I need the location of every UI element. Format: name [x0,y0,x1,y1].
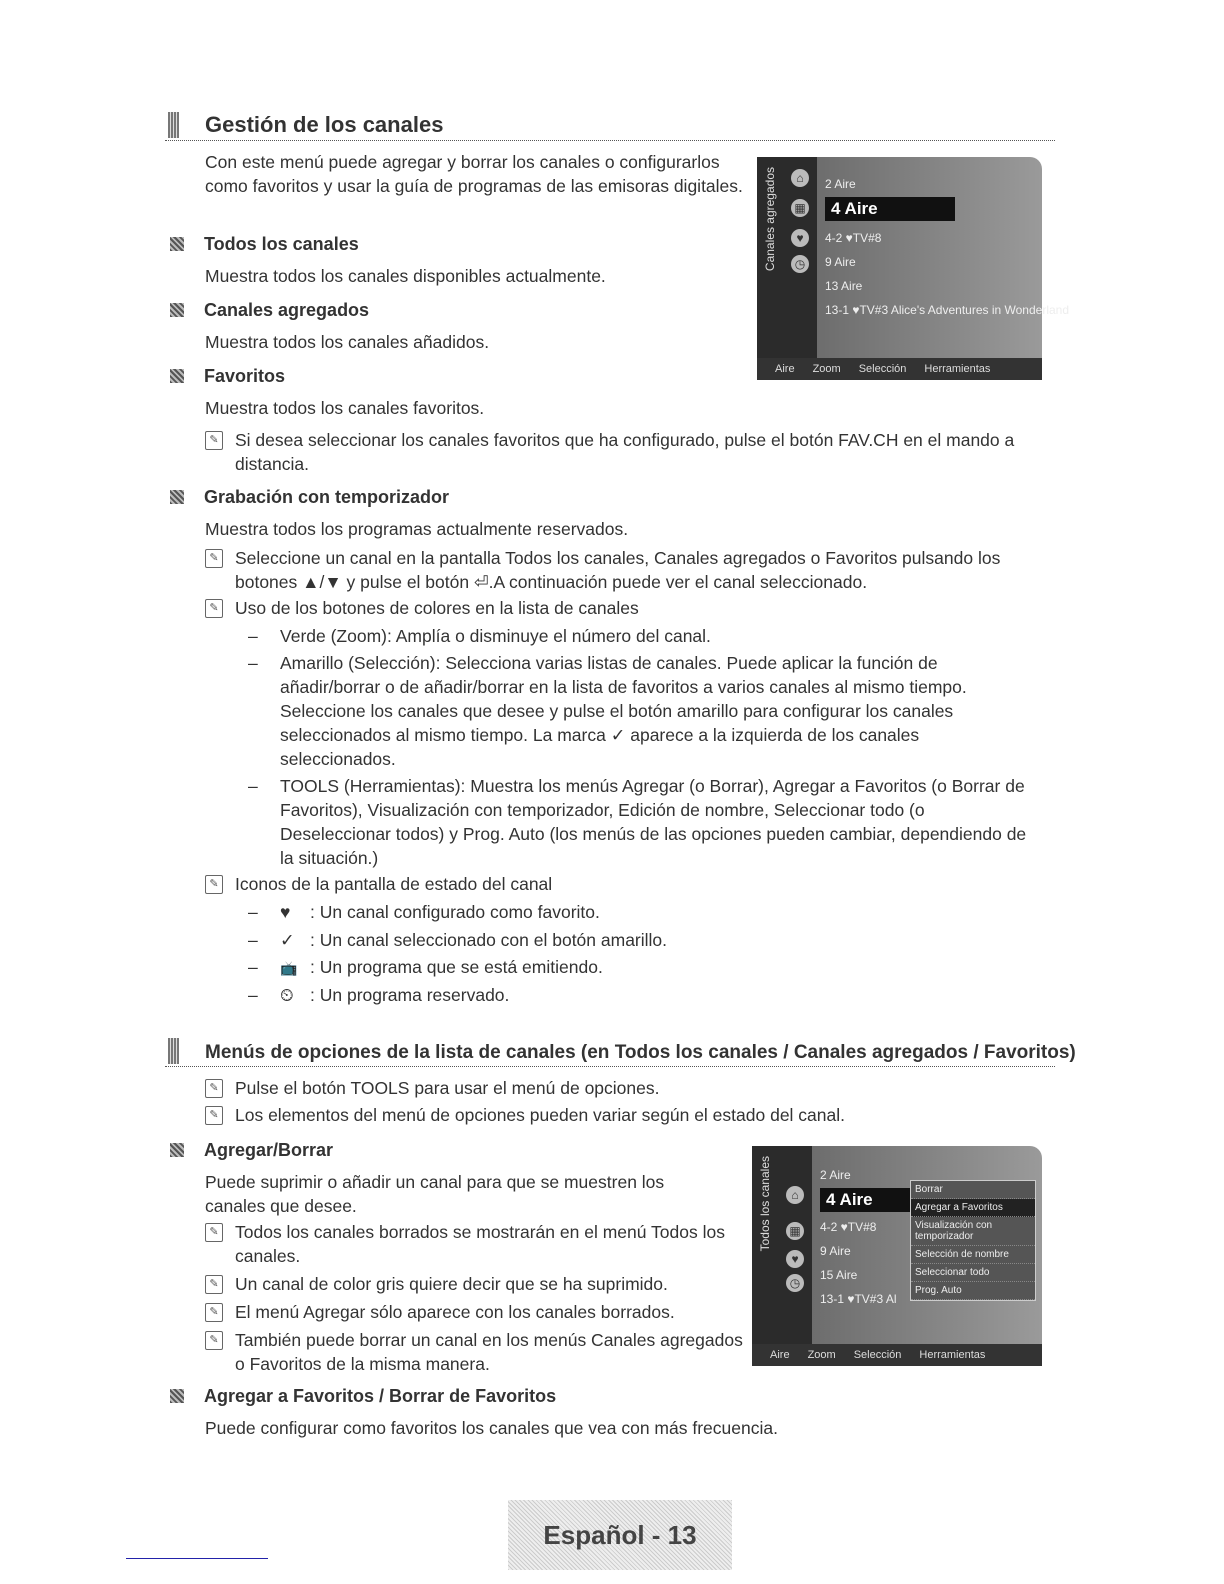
tv-row: 13 Aire [825,279,863,293]
tv-footer: Aire Zoom Selección Herramientas [752,1344,1042,1366]
color-item-yellow: – Amarillo (Selección): Selecciona varias listas de canales. Puede aplicar la función de añadir/borrar o de añadir/borrar en la lista de favoritos a varios canales al mismo tiempo. Seleccione los canales que desee y pulse el botón amarillo para configurar los canales seleccionados al mismo tiempo. La marca ✓ aparece a la izquierda de los canales seleccionados. [248,653,967,769]
tv-icon: 📺 [280,960,298,976]
menu-item-agregar-favoritos[interactable]: Agregar a Favoritos [911,1199,1035,1217]
note-colors: ✎ Uso de los botones de colores en la lista de canales [205,596,1045,620]
note-agregar: ✎ El menú Agregar sólo aparece con los canales borrados. [205,1300,750,1324]
note-icon: ✎ [205,1331,223,1350]
item-agregar-borrar-title: Agregar/Borrar [170,1140,333,1161]
menu-item-borrar[interactable]: Borrar [911,1181,1035,1199]
bullet-icon [170,303,184,317]
note-borrados: ✎ Todos los canales borrados se mostrarán en el menú Todos los canales. [205,1220,750,1268]
tv-row: 9 Aire [820,1244,851,1258]
clock-icon: ◷ [791,255,809,273]
menu-item-visualizacion[interactable]: Visualización con temporizador [911,1217,1035,1246]
tv-tab-label: Todos los canales [758,1156,772,1252]
bullet-icon [170,237,184,251]
section-bar-icon [168,1038,179,1064]
item-favoritos2-desc: Puede configurar como favoritos los canales que vea con más frecuencia. [205,1418,778,1438]
icon-item-fav: – ♥ : Un canal configurado como favorito. [248,902,600,922]
antenna-icon: ⌂ [791,169,809,187]
item-agregar-borrar-desc: Puede suprimir o añadir un canal para que se muestren los canales que desee. [205,1172,665,1216]
item-grabacion-title: Grabación con temporizador [170,487,449,508]
page-number: Español - 13 [543,1520,697,1550]
note-icon: ✎ [205,1223,223,1242]
item-agregados-desc: Muestra todos los canales añadidos. [205,332,490,352]
icon-item-timer: – ⏲ : Un programa reservado. [248,985,510,1005]
bullet-icon [170,369,184,383]
tv-row: 4-2 ♥TV#8 [820,1220,877,1234]
channel-icon: ▦ [786,1222,804,1240]
note-icon: ✎ [205,431,223,450]
note-tambien: ✎ También puede borrar un canal en los menús Canales agregados o Favoritos de la misma manera. [205,1328,750,1376]
section1-title: Gestión de los canales [205,112,444,137]
note-gris: ✎ Un canal de color gris quiere decir que se ha suprimido. [205,1272,750,1296]
tv-row: 4-2 ♥TV#8 [825,231,882,245]
icon-item-check: – ✓ : Un canal seleccionado con el botón amarillo. [248,930,668,950]
footer-rule [126,1558,268,1559]
item-todos-title: Todos los canales [170,234,359,255]
item-favoritos-desc: Muestra todos los canales favoritos. [205,398,485,418]
item-agregados-title: Canales agregados [170,300,369,321]
channel-icon: ▦ [791,199,809,217]
note-tools: ✎ Pulse el botón TOOLS para usar el menú de opciones. [205,1076,1045,1100]
tv-row: 2 Aire [825,177,856,191]
item-favoritos-title: Favoritos [170,366,285,387]
tv-tab-label: Canales agregados [763,167,777,272]
tools-popup-menu [910,1180,1036,1301]
note-select: ✎ Seleccione un canal en la pantalla Todos los canales, Canales agregados o Favoritos pulsando los botones ▲/▼ y pulse el botón ⏎.A continuación puede ver el canal seleccionado. [205,546,1045,594]
tv-row-selected: 4 Aire [820,1188,910,1212]
tv-row: 15 Aire [820,1268,858,1282]
check-icon: ✓ [280,930,295,950]
heart-icon: ♥ [791,229,809,247]
note-icon: ✎ [205,875,223,894]
clock-icon: ⏲ [280,985,294,1005]
section1-header [165,110,1055,141]
note-options-vary: ✎ Los elementos del menú de opciones pueden variar según el estado del canal. [205,1103,1045,1127]
note-icon: ✎ [205,1275,223,1294]
menu-item-prog-auto[interactable]: Prog. Auto [911,1282,1035,1300]
menu-item-nombre[interactable]: Selección de nombre [911,1246,1035,1264]
heart-icon: ♥ [786,1250,804,1268]
bullet-icon [170,1143,184,1157]
item-favoritos2-title: Agregar a Favoritos / Borrar de Favoritos [170,1386,556,1407]
heart-icon: ♥ [280,902,291,922]
tv-screenshot-canales-agregados [757,157,1070,380]
note-icon: ✎ [205,1303,223,1322]
tv-row-selected: 4 Aire [825,197,955,221]
color-item-green: – Verde (Zoom): Amplía o disminuye el número del canal. [248,626,711,646]
antenna-icon: ⌂ [786,1186,804,1204]
note-icons: ✎ Iconos de la pantalla de estado del canal [205,872,1045,896]
bullet-icon [170,1389,184,1403]
bullet-icon [170,490,184,504]
section2-title: Menús de opciones de la lista de canales (en Todos los canales / Canales agregados / Favoritos) [205,1042,1076,1063]
item-grabacion-desc: Muestra todos los programas actualmente reservados. [205,519,629,539]
section2-header [165,1036,1076,1067]
tv-row: 13-1 ♥TV#3 Alice's Adventures in Wonderland [825,303,1070,317]
section-bar-icon [168,112,179,138]
note-icon: ✎ [205,1079,223,1098]
note-favch: ✎ Si desea seleccionar los canales favoritos que ha configurado, pulse el botón FAV.CH en el mando a distancia. [205,428,1025,476]
color-item-tools: – TOOLS (Herramientas): Muestra los menús Agregar (o Borrar), Agregar a Favoritos (o Borrar de Favoritos), Visualización con temporizador, Edición de nombre, Seleccionar todo (o Deseleccionar todos) y Prog. Auto (los menús de las opciones pueden cambiar, dependiendo de la situación.) [248,776,1027,868]
section1-intro: Con este menú puede agregar y borrar los canales o configurarlos como favoritos y usar la guía de programas de las emisoras digitales. [205,152,743,196]
note-icon: ✎ [205,549,223,568]
tv-footer: Aire Zoom Selección Herramientas [757,358,1042,380]
tv-row: 13-1 ♥TV#3 Al [820,1292,897,1306]
item-todos-desc: Muestra todos los canales disponibles actualmente. [205,266,606,286]
note-icon: ✎ [205,1106,223,1125]
note-icon: ✎ [205,599,223,618]
tv-row: 9 Aire [825,255,856,269]
page-number-box [508,1500,732,1570]
clock-icon: ◷ [786,1274,804,1292]
tv-row: 2 Aire [820,1168,851,1182]
tv-screenshot-todos-canales [752,1146,1042,1366]
menu-item-seleccionar-todo[interactable]: Seleccionar todo [911,1264,1035,1282]
icon-item-live: – 📺 : Un programa que se está emitiendo. [248,955,848,980]
